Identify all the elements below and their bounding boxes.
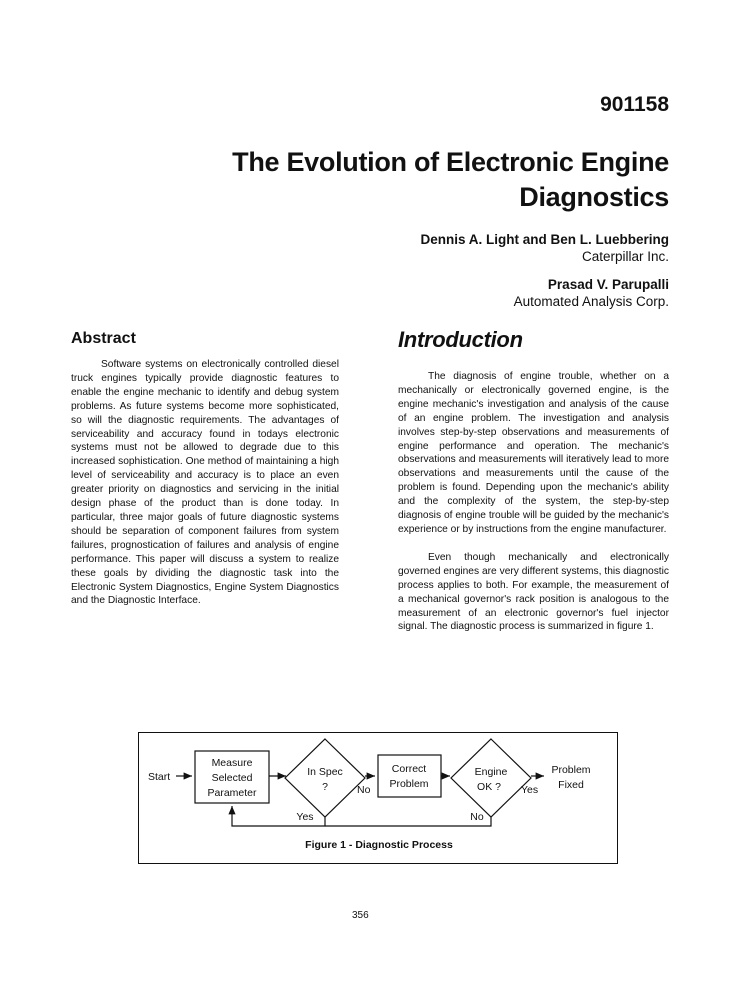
- figure-1: [138, 732, 618, 864]
- intro-paragraph-2: Even though mechanically and electronically governed engines are very different systems, this diagnostic process applies to both. For example, the measurement of a mechanical governor's rack position is analogous to the measurement of an electronic governor's fuel injector signal. The diagnostic process is summarized in figure 1.: [398, 551, 669, 633]
- paper-title: [149, 145, 669, 215]
- engine-ok-label-1: Engine: [474, 766, 508, 778]
- title-line-2: Diagnostics: [519, 182, 669, 212]
- yes-loop-label: Yes: [296, 811, 314, 823]
- author-affiliation: Automated Analysis Corp.: [513, 294, 669, 309]
- author-block-2: [514, 276, 669, 310]
- measure-label-1: Measure: [211, 757, 253, 769]
- author-block-1: [421, 231, 670, 265]
- abstract-heading: Abstract: [71, 330, 136, 347]
- problem-fixed-label-2: Fixed: [558, 779, 584, 791]
- yes-label-2: Yes: [521, 784, 539, 796]
- engine-ok-diamond: [451, 739, 531, 817]
- loop-no-line: [325, 817, 491, 826]
- author-names: Prasad V. Parupalli: [547, 277, 669, 292]
- start-label: Start: [148, 771, 171, 783]
- page-number: 356: [352, 910, 369, 921]
- measure-label-3: Parameter: [207, 787, 257, 799]
- correct-label-2: Problem: [389, 778, 429, 790]
- introduction-heading: Introduction: [398, 327, 523, 352]
- no-label-1: No: [357, 784, 371, 796]
- author-affiliation: Caterpillar Inc.: [581, 249, 669, 264]
- measure-label-2: Selected: [211, 772, 253, 784]
- inspec-diamond: [285, 739, 365, 817]
- correct-box: [378, 755, 441, 797]
- paper-number: 901158: [600, 93, 669, 116]
- author-names: Dennis A. Light and Ben L. Luebbering: [420, 232, 669, 247]
- correct-label-1: Correct: [391, 763, 427, 775]
- engine-ok-label-2: OK ?: [477, 781, 501, 793]
- intro-paragraph-1: The diagnosis of engine trouble, whether on a mechanically or electronically governed engine, is the engine mechanic's investigation and analysis of the cause of an engine problem. The investigation and analysis involves step-by-step observations and measurements of engine performance and operation. The mechanic's observations and measurements will iteratively lead to more observations and measurements until the cause of the problem is found. Depending upon the mechanic's ability and the complexity of the system, the step-by-step diagnosis of engine trouble will be guided by the mechanic's experience or by instructions from the engine manufacturer.: [398, 371, 669, 535]
- inspec-label-2: ?: [322, 781, 328, 793]
- title-line-1: The Evolution of Electronic Engine: [232, 147, 669, 177]
- no-loop-label: No: [470, 811, 484, 823]
- figure-caption: Figure 1 - Diagnostic Process: [305, 839, 453, 851]
- abstract-body: [71, 358, 339, 622]
- problem-fixed-label-1: Problem: [551, 764, 591, 776]
- inspec-label-1: In Spec: [307, 766, 343, 778]
- introduction-body: [398, 370, 669, 648]
- abstract-paragraph: Software systems on electronically controlled diesel truck engines typically provide diagnostic features to enable the engine mechanic to identify and debug system problems. As future systems become more sophisticated, so will the diagnostic requirements. The advantages of serviceability and accuracy found in todays electronic systems must not be allowed to degrade due to this increased sophistication. One method of maintaining a high level of serviceability and accuracy is to place an even greater priority on diagnostics and servicing in the initial design phase of the product than is done today. In particular, three major goals of future diagnostic systems should be separation of component failures from system failures, prognostication of failures and analysis of engine performance. This paper will discuss a system to realize these goals by dividing the diagnostic task into the Electronic System Diagnostics, Engine System Diagnostics and the Diagnostic Interface.: [71, 359, 339, 607]
